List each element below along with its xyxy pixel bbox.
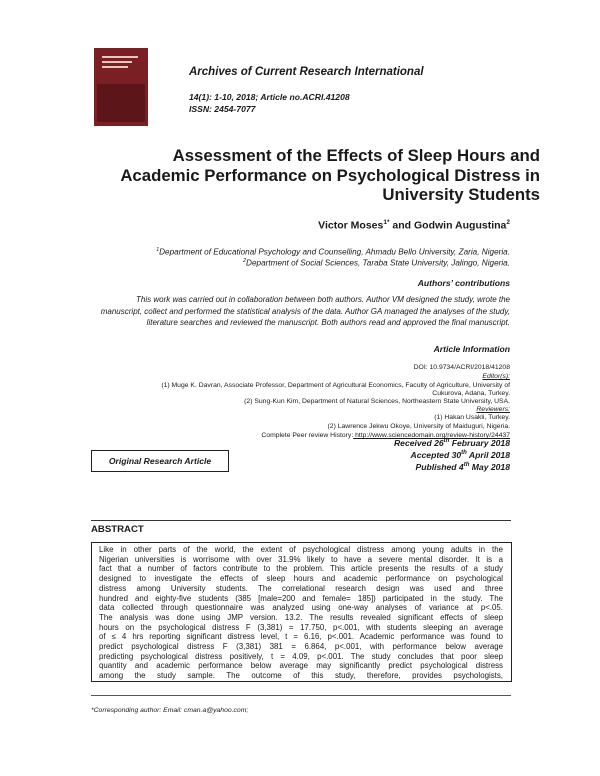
abstract-line: quantity and academic performance below average may significantly predict psychological distress: [99, 661, 503, 671]
contributions-text: This work was carried out in collaboration between both authors. Author VM designed the study, wrote the manuscript, collect and performed the statistical analysis of the data. Author GA managed the analyses of the study, literature searches and reviewed the manuscript. Both authors read and approved the final manuscript.: [100, 295, 510, 328]
abstract-line: designed to investigate the effects of sleep hours and academic performance on psychological: [99, 574, 503, 584]
corresponding-author-footnote: *Corresponding author: Email: cman.a@yahoo.com;: [91, 707, 249, 714]
cover-title-line: [102, 61, 132, 63]
editors-label: Editor(s):: [482, 373, 510, 380]
abstract-line: Like in other parts of the world, the extent of psychological distress among young adults in the: [99, 545, 503, 554]
date-text: February 2018: [449, 438, 510, 448]
editor-entry: (2) Sung-Kun Kim, Department of Natural Sciences, Northeastern State University, USA.: [244, 398, 510, 405]
abstract-line: among the study sample. The outcome of this study, therefore, provides psychologists,: [99, 671, 503, 681]
date-superscript: th: [461, 450, 467, 457]
cover-image-area: [97, 84, 145, 122]
abstract-line: hundred and eighty-five students (385 [male=200 and female= 185]) participated in the study. The: [99, 593, 503, 603]
date-text: Published 4: [415, 462, 464, 472]
editor-entry: Cukurova, Adana, Turkey.: [432, 390, 510, 397]
affiliation-text: Department of Educational Psychology and Counselling, Ahmadu Bello University, Zaria, Nigeria.: [159, 247, 510, 257]
received-date: [394, 438, 510, 448]
date-text: Received 26: [393, 438, 444, 448]
abstract-top-rule: [91, 520, 511, 521]
accepted-date: [411, 450, 510, 460]
reviewer-entry: (1) Hakan Usakli, Turkey.: [434, 414, 510, 421]
abstract-heading: ABSTRACT: [91, 524, 144, 535]
reviewers-label: Reviewers:: [476, 406, 510, 413]
editor-entry: (1) Muge K. Davran, Associate Professor, Department of Agricultural Economics, Faculty of Agriculture, University of: [161, 382, 510, 389]
abstract-line: fact that a number of factors contribute to the problem. This article presents the results of a study: [99, 564, 503, 574]
affiliation-text: Department of Social Sciences, Taraba State University, Jalingo, Nigeria.: [246, 258, 510, 268]
contributions-heading: Authors’ contributions: [417, 278, 510, 288]
title-line: Academic Performance on Psychological Distress in: [120, 165, 540, 185]
abstract-line: hours on the psychological distress F (3,381) = 17.750, p<.001, with students sleeping an average: [99, 622, 503, 632]
volume-line: 14(1): 1-10, 2018; Article no.ACRI.41208: [189, 92, 350, 102]
date-text: Accepted 30: [410, 450, 462, 460]
article-type-box: Original Research Article: [91, 450, 229, 472]
journal-name: Archives of Current Research International: [189, 66, 424, 78]
affiliation: [156, 247, 510, 257]
title-line: University Students: [382, 185, 540, 205]
date-superscript: th: [463, 462, 470, 469]
cover-title-line: [102, 66, 128, 68]
author-conjunction: and: [389, 219, 415, 232]
affiliation-superscript: 2: [242, 258, 247, 264]
affiliation: [243, 258, 510, 268]
abstract-line: data collected through questionnaire was analyzed using one-way analyses of variance at p<.05.: [99, 603, 503, 613]
affiliation-superscript: 1: [156, 247, 160, 253]
paper-title: [60, 146, 540, 205]
published-date: [415, 462, 510, 472]
cover-title-line: [102, 56, 138, 58]
date-text: May 2018: [469, 462, 510, 472]
author-name: Victor Moses: [318, 219, 384, 232]
abstract-line: predict psychological distress F (3,381) 381 = 6.864, p<.001, with performance below average: [99, 642, 503, 651]
abstract-line: distress among University students. The correlational research design was used and three: [99, 583, 503, 593]
author-superscript: 1*: [383, 219, 390, 226]
abstract-line: The analysis was done using JMP version. 13.2. The results revealed significant effects of sleep: [99, 612, 503, 622]
review-history-link[interactable]: http://www.sciencedomain.org/review-history/24437: [353, 432, 510, 439]
abstract-line: of ≤ 4 hrs reporting significant distress level, t = 6.16, p<.001. Academic performance was found to: [99, 632, 503, 642]
title-line: Assessment of the Effects of Sleep Hours and: [172, 146, 540, 165]
date-text: April 2018: [466, 450, 510, 460]
footnote-rule: [91, 695, 511, 696]
issn-line: ISSN: 2454-7077: [189, 104, 256, 114]
review-history-label: Complete Peer review History:: [261, 432, 354, 439]
reviewer-entry: (2) Lawrence Jekwu Okoye, University of Maiduguri, Nigeria.: [327, 423, 510, 430]
journal-cover-thumbnail: [94, 48, 148, 126]
doi: DOI: 10.9734/ACRI/2018/41208: [413, 364, 510, 371]
journal-volume-info: [189, 91, 350, 115]
abstract-line: Nigerian universities is worrisome with over 31.9% likely to have a severe mental disorder. It is a: [99, 554, 503, 564]
abstract-line: predicting psychological distress positively, t = 4.09, p<.001. The study concludes that poor sleep: [99, 651, 503, 661]
article-info-heading: Article Information: [433, 344, 510, 354]
author-superscript: 2: [506, 219, 510, 226]
author-name: Godwin Augustina: [414, 219, 507, 232]
author-list: [318, 219, 510, 232]
date-superscript: th: [443, 438, 450, 445]
